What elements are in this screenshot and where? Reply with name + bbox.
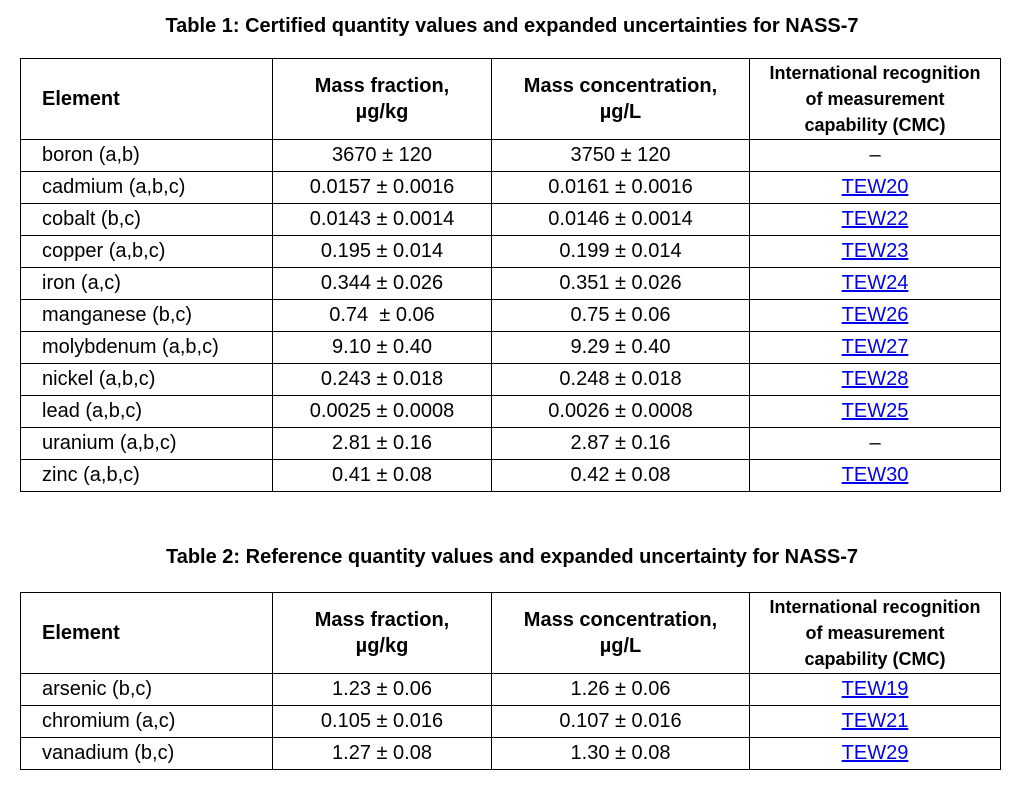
mass-concentration-cell: 0.0161 ± 0.0016 bbox=[492, 172, 750, 204]
element-cell: boron (a,b) bbox=[21, 140, 273, 172]
table-row bbox=[21, 204, 1001, 236]
element-cell: cobalt (b,c) bbox=[21, 204, 273, 236]
reference-values-table bbox=[20, 592, 1001, 770]
cmc-cell: – bbox=[750, 428, 1001, 460]
header-cmc-line3: capability (CMC) bbox=[804, 649, 946, 669]
mass-fraction-cell: 1.27 ± 0.08 bbox=[273, 738, 492, 770]
cmc-link[interactable]: TEW29 bbox=[841, 742, 909, 764]
cmc-link[interactable]: TEW25 bbox=[841, 400, 909, 422]
cmc-cell bbox=[750, 706, 1001, 738]
header-mass-concentration bbox=[492, 593, 750, 674]
header-mass-concentration-line1: Mass concentration, bbox=[523, 75, 718, 97]
mass-fraction-cell: 0.0157 ± 0.0016 bbox=[273, 172, 492, 204]
header-cmc-line1: International recognition bbox=[769, 63, 981, 83]
cmc-cell bbox=[750, 300, 1001, 332]
cmc-link[interactable]: TEW19 bbox=[841, 678, 909, 700]
header-cmc-line1: International recognition bbox=[769, 597, 981, 617]
mass-fraction-cell: 0.74 ± 0.06 bbox=[273, 300, 492, 332]
cmc-link[interactable]: TEW26 bbox=[841, 304, 909, 326]
element-cell: chromium (a,c) bbox=[21, 706, 273, 738]
header-mass-fraction bbox=[273, 59, 492, 140]
header-cmc-line2: of measurement bbox=[805, 623, 945, 643]
cmc-cell: – bbox=[750, 140, 1001, 172]
mass-fraction-cell: 2.81 ± 0.16 bbox=[273, 428, 492, 460]
cmc-cell bbox=[750, 460, 1001, 492]
cmc-link[interactable]: TEW28 bbox=[841, 368, 909, 390]
header-cmc-line3: capability (CMC) bbox=[804, 115, 946, 135]
mass-concentration-cell: 1.26 ± 0.06 bbox=[492, 674, 750, 706]
cmc-cell bbox=[750, 332, 1001, 364]
element-cell: vanadium (b,c) bbox=[21, 738, 273, 770]
element-cell: nickel (a,b,c) bbox=[21, 364, 273, 396]
cmc-link[interactable]: TEW22 bbox=[841, 208, 909, 230]
mass-concentration-cell: 9.29 ± 0.40 bbox=[492, 332, 750, 364]
mass-concentration-cell: 0.0026 ± 0.0008 bbox=[492, 396, 750, 428]
table-row bbox=[21, 706, 1001, 738]
mass-concentration-cell: 0.199 ± 0.014 bbox=[492, 236, 750, 268]
cmc-link[interactable]: TEW30 bbox=[841, 464, 909, 486]
certified-values-table bbox=[20, 58, 1001, 492]
element-cell: lead (a,b,c) bbox=[21, 396, 273, 428]
cmc-link[interactable]: TEW20 bbox=[841, 176, 909, 198]
cmc-cell bbox=[750, 738, 1001, 770]
header-mass-concentration-unit: µg/L bbox=[599, 101, 642, 123]
header-mass-concentration-line1: Mass concentration, bbox=[523, 609, 718, 631]
mass-concentration-cell: 0.351 ± 0.026 bbox=[492, 268, 750, 300]
table-row bbox=[21, 738, 1001, 770]
cmc-link[interactable]: TEW27 bbox=[841, 336, 909, 358]
element-cell: arsenic (b,c) bbox=[21, 674, 273, 706]
mass-fraction-cell: 0.195 ± 0.014 bbox=[273, 236, 492, 268]
mass-concentration-cell: 0.248 ± 0.018 bbox=[492, 364, 750, 396]
header-mass-fraction-unit: µg/kg bbox=[355, 635, 409, 657]
mass-concentration-cell: 2.87 ± 0.16 bbox=[492, 428, 750, 460]
header-mass-fraction-line1: Mass fraction, bbox=[314, 75, 450, 97]
mass-fraction-cell: 0.243 ± 0.018 bbox=[273, 364, 492, 396]
mass-concentration-cell: 0.0146 ± 0.0014 bbox=[492, 204, 750, 236]
header-mass-fraction bbox=[273, 593, 492, 674]
cmc-link[interactable]: TEW24 bbox=[841, 272, 909, 294]
mass-fraction-cell: 3670 ± 120 bbox=[273, 140, 492, 172]
mass-fraction-cell: 1.23 ± 0.06 bbox=[273, 674, 492, 706]
table-row bbox=[21, 674, 1001, 706]
mass-concentration-cell: 0.42 ± 0.08 bbox=[492, 460, 750, 492]
cmc-cell bbox=[750, 204, 1001, 236]
element-cell: manganese (b,c) bbox=[21, 300, 273, 332]
element-cell: zinc (a,b,c) bbox=[21, 460, 273, 492]
mass-concentration-cell: 1.30 ± 0.08 bbox=[492, 738, 750, 770]
table-row bbox=[21, 140, 1001, 172]
mass-concentration-cell: 3750 ± 120 bbox=[492, 140, 750, 172]
table-row bbox=[21, 428, 1001, 460]
header-cmc bbox=[750, 593, 1001, 674]
cmc-link[interactable]: TEW21 bbox=[841, 710, 909, 732]
table-row bbox=[21, 172, 1001, 204]
header-element: Element bbox=[21, 593, 273, 674]
mass-fraction-cell: 0.344 ± 0.026 bbox=[273, 268, 492, 300]
mass-fraction-cell: 9.10 ± 0.40 bbox=[273, 332, 492, 364]
table-row bbox=[21, 332, 1001, 364]
mass-concentration-cell: 0.75 ± 0.06 bbox=[492, 300, 750, 332]
table-row bbox=[21, 460, 1001, 492]
header-mass-concentration-unit: µg/L bbox=[599, 635, 642, 657]
table-row bbox=[21, 396, 1001, 428]
mass-fraction-cell: 0.0143 ± 0.0014 bbox=[273, 204, 492, 236]
cmc-cell bbox=[750, 364, 1001, 396]
cmc-link[interactable]: TEW23 bbox=[841, 240, 909, 262]
header-element: Element bbox=[21, 59, 273, 140]
cmc-cell bbox=[750, 236, 1001, 268]
header-mass-fraction-unit: µg/kg bbox=[355, 101, 409, 123]
mass-fraction-cell: 0.41 ± 0.08 bbox=[273, 460, 492, 492]
cmc-cell bbox=[750, 172, 1001, 204]
table-row bbox=[21, 268, 1001, 300]
cmc-cell bbox=[750, 674, 1001, 706]
element-cell: iron (a,c) bbox=[21, 268, 273, 300]
table-row bbox=[21, 364, 1001, 396]
mass-fraction-cell: 0.0025 ± 0.0008 bbox=[273, 396, 492, 428]
table1-caption: Table 1: Certified quantity values and expanded uncertainties for NASS-7 bbox=[165, 15, 859, 37]
element-cell: molybdenum (a,b,c) bbox=[21, 332, 273, 364]
table-row bbox=[21, 300, 1001, 332]
header-mass-concentration bbox=[492, 59, 750, 140]
cmc-cell bbox=[750, 396, 1001, 428]
element-cell: copper (a,b,c) bbox=[21, 236, 273, 268]
header-cmc bbox=[750, 59, 1001, 140]
element-cell: uranium (a,b,c) bbox=[21, 428, 273, 460]
table2-caption: Table 2: Reference quantity values and expanded uncertainty for NASS-7 bbox=[165, 546, 859, 568]
element-cell: cadmium (a,b,c) bbox=[21, 172, 273, 204]
mass-fraction-cell: 0.105 ± 0.016 bbox=[273, 706, 492, 738]
table-row bbox=[21, 236, 1001, 268]
header-mass-fraction-line1: Mass fraction, bbox=[314, 609, 450, 631]
mass-concentration-cell: 0.107 ± 0.016 bbox=[492, 706, 750, 738]
cmc-cell bbox=[750, 268, 1001, 300]
header-cmc-line2: of measurement bbox=[805, 89, 945, 109]
